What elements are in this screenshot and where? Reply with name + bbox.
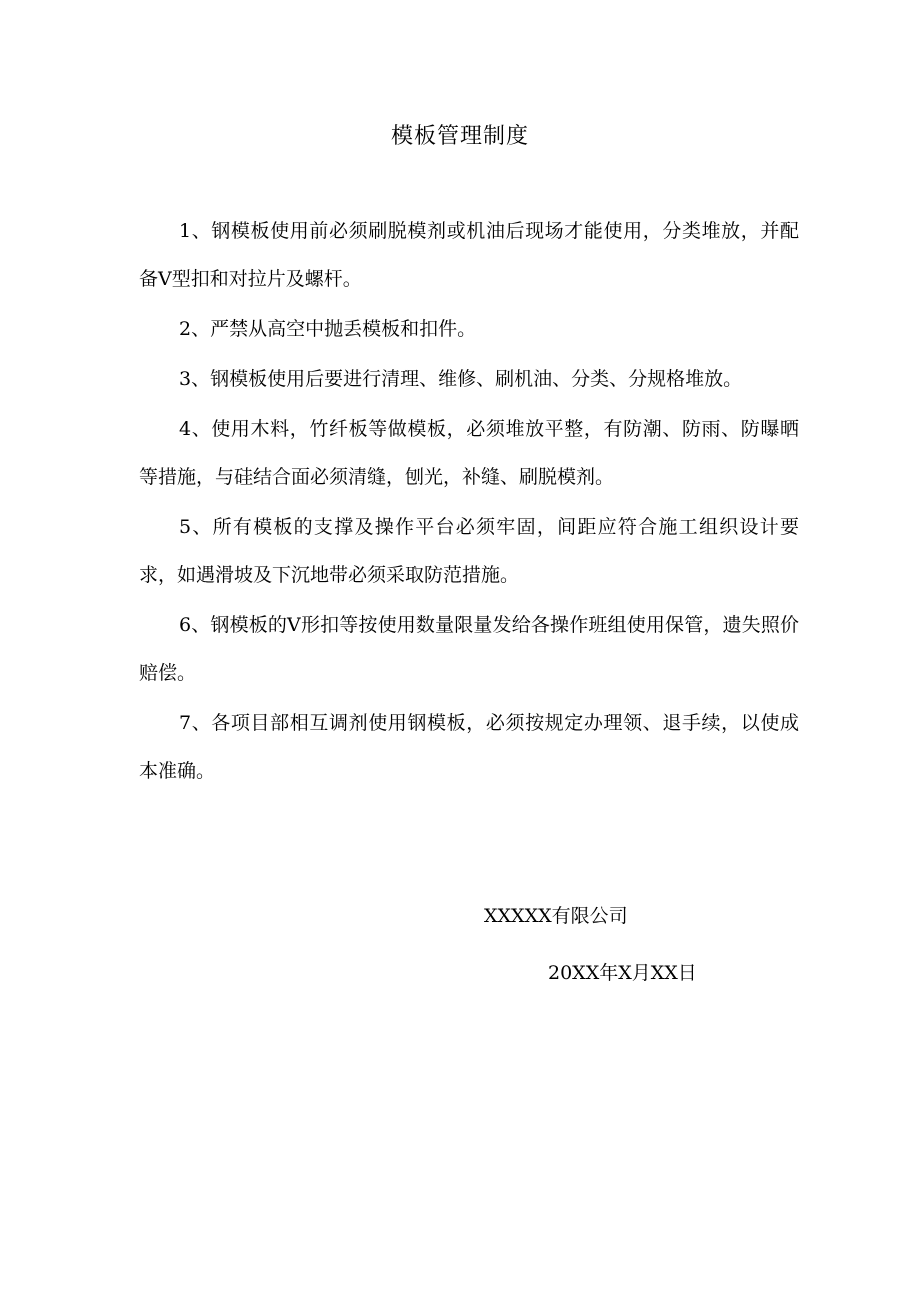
clause-4: 4、使用木料，竹纤板等做模板，必须堆放平整，有防潮、防雨、防曝晒等措施，与硅结合面必须清缝，刨光，补缝、刷脱模剂。 [139,418,799,488]
document-title: 模板管理制度 [390,124,529,149]
clause-1: 1、钢模板使用前必须刷脱模剂或机油后现场才能使用，分类堆放，并配备V型扣和对拉片及螺杆。 [139,220,799,290]
signature-date: 20XX年X月XX日 [548,962,697,984]
document-body [139,207,799,797]
clause-2: 2、严禁从高空中抛丢模板和扣件。 [179,318,477,340]
clause-5: 5、所有模板的支撑及操作平台必须牢固，间距应符合施工组织设计要求，如遇滑坡及下沉地带必须采取防范措施。 [139,516,799,586]
clause-3: 3、钢模板使用后要进行清理、维修、刷机油、分类、分规格堆放。 [179,368,743,390]
signature-company: XXXXX有限公司 [484,905,628,927]
clause-6: 6、钢模板的V形扣等按使用数量限量发给各操作班组使用保管，遗失照价赔偿。 [139,614,799,684]
clause-7: 7、各项目部相互调剂使用钢模板，必须按规定办理领、退手续，以使成本准确。 [139,712,799,782]
